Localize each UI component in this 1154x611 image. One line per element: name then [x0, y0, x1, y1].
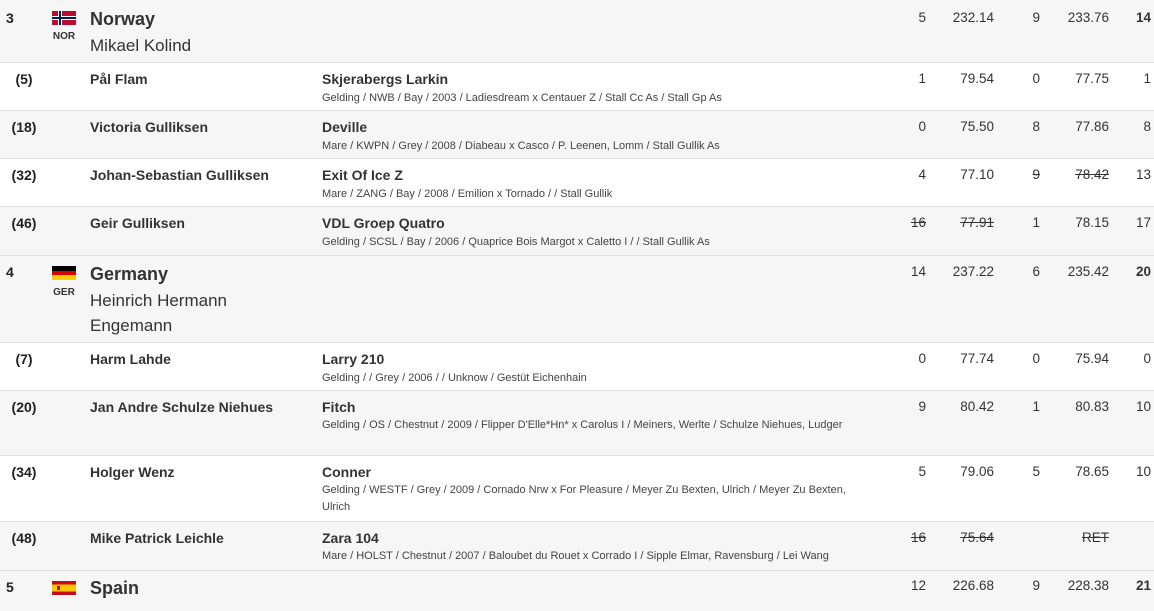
rider-total: 10: [1135, 399, 1151, 414]
rider-score-round2-discarded: 78.42: [1075, 167, 1109, 182]
team-name[interactable]: Norway: [90, 9, 156, 29]
rider-score-round1: 75.50: [960, 119, 994, 134]
rider-total: 0: [1143, 351, 1151, 366]
rider-score-round1: 79.54: [960, 71, 994, 86]
rider-faults-round1: 5: [918, 464, 926, 479]
country-code: GER: [53, 287, 75, 298]
rider-score-round1: 77.74: [960, 351, 994, 366]
horse-details: Mare / ZANG / Bay / 2008 / Emilion x Tornado / / Stall Gullik: [322, 188, 613, 200]
rider-name[interactable]: Victoria Gulliksen: [90, 119, 209, 135]
team-score-round1: 226.68: [952, 578, 994, 593]
horse-name[interactable]: Fitch: [322, 399, 356, 415]
rider-position: (18): [11, 119, 37, 135]
rider-name[interactable]: Jan Andre Schulze Niehues: [90, 399, 274, 415]
horse-name[interactable]: Skjerabergs Larkin: [322, 71, 449, 87]
team-faults-round2: 6: [1032, 264, 1040, 279]
rider-score-round2: 78.65: [1075, 464, 1109, 479]
table-row[interactable]: [0, 159, 1154, 207]
rider-score-round2: 78.15: [1075, 215, 1109, 230]
rider-position: (32): [11, 167, 37, 183]
team-name[interactable]: Germany: [90, 264, 169, 284]
table-row[interactable]: [0, 111, 1154, 159]
country-code: NOR: [52, 31, 76, 42]
table-row[interactable]: [0, 522, 1154, 571]
rider-name[interactable]: Johan-Sebastian Gulliksen: [90, 167, 269, 183]
rider-faults-round2: 0: [1032, 351, 1040, 366]
rider-score-round2: 77.75: [1075, 71, 1109, 86]
chef-name: Heinrich Hermann Engemann: [90, 291, 227, 335]
horse-details: Gelding / NWB / Bay / 2003 / Ladiesdream x Centauer Z / Stall Cc As / Stall Gp As: [322, 92, 722, 104]
team-name[interactable]: Spain: [90, 578, 140, 598]
rider-name[interactable]: Holger Wenz: [90, 464, 175, 480]
rider-name[interactable]: Harm Lahde: [90, 351, 171, 367]
table-row[interactable]: [0, 207, 1154, 256]
rider-faults-round2: 1: [1032, 215, 1040, 230]
horse-name[interactable]: Deville: [322, 119, 368, 135]
team-faults-round2: 9: [1032, 10, 1040, 25]
rider-faults-round1: 1: [918, 71, 926, 86]
rider-score-round1-discarded: 77.91: [960, 215, 994, 230]
rider-faults-round2: 5: [1032, 464, 1040, 479]
horse-details: Gelding / / Grey / 2006 / / Unknow / Gestüt Eichenhain: [322, 372, 587, 384]
team-rank: 5: [6, 579, 14, 595]
team-score-round1: 237.22: [952, 264, 994, 279]
horse-details: Mare / HOLST / Chestnut / 2007 / Baloubet du Rouet x Corrado I / Sipple Elmar, Ravensburg / Lei Wang: [322, 550, 829, 562]
rider-score-round1: 77.10: [960, 167, 994, 182]
horse-name[interactable]: Exit Of Ice Z: [322, 167, 403, 183]
rider-score-round2: 80.83: [1075, 399, 1109, 414]
table-row[interactable]: [0, 391, 1154, 456]
rider-position: (48): [11, 530, 37, 546]
table-row[interactable]: [0, 343, 1154, 391]
team-total: 14: [1135, 10, 1151, 25]
rider-total: 8: [1143, 119, 1151, 134]
horse-details: Gelding / OS / Chestnut / 2009 / Flipper D'Elle*Hn* x Carolus I / Meiners, Werlte / Schulze Niehues, Ludger: [322, 419, 843, 431]
rider-score-round1-discarded: 75.64: [960, 530, 994, 545]
team-rank: 3: [6, 10, 14, 26]
rider-faults-round1: 4: [918, 167, 926, 182]
team-rank: 4: [6, 264, 14, 280]
rider-name[interactable]: Geir Gulliksen: [90, 215, 185, 231]
rider-faults-round1-discarded: 16: [910, 530, 926, 545]
rider-total: 1: [1143, 71, 1151, 86]
team-score-round2: 233.76: [1067, 10, 1109, 25]
team-score-round2: 228.38: [1067, 578, 1109, 593]
team-row-germany[interactable]: [0, 256, 1154, 343]
team-faults-round1: 12: [910, 578, 926, 593]
horse-name[interactable]: VDL Groep Quatro: [322, 215, 445, 231]
horse-name[interactable]: Conner: [322, 464, 371, 480]
rider-position: (7): [15, 351, 33, 367]
rider-score-round1: 79.06: [960, 464, 994, 479]
rider-faults-round2: 8: [1032, 119, 1040, 134]
horse-details: Gelding / SCSL / Bay / 2006 / Quaprice Bois Margot x Caletto I / / Stall Gullik As: [322, 236, 710, 248]
table-row[interactable]: [0, 63, 1154, 111]
rider-total: 17: [1135, 215, 1151, 230]
horse-details: Gelding / WESTF / Grey / 2009 / Cornado Nrw x For Pleasure / Meyer Zu Bexten, Ulrich / Meyer Zu Bexten, Ulrich: [322, 484, 846, 513]
horse-name[interactable]: Zara 104: [322, 530, 379, 546]
rider-faults-round1-discarded: 16: [910, 215, 926, 230]
team-faults-round1: 14: [910, 264, 926, 279]
rider-total: 13: [1135, 167, 1151, 182]
norway-flag-icon: [52, 11, 76, 25]
team-score-round1: 232.14: [952, 10, 994, 25]
germany-flag-icon: [52, 266, 76, 280]
rider-faults-round2-discarded: 9: [1032, 167, 1040, 182]
team-row-norway[interactable]: [0, 0, 1154, 63]
rider-retired-status: RET: [1082, 530, 1109, 545]
rider-faults-round2: 1: [1032, 399, 1040, 414]
rider-score-round1: 80.42: [960, 399, 994, 414]
rider-position: (34): [11, 464, 37, 480]
rider-score-round2: 75.94: [1075, 351, 1109, 366]
team-faults-round2: 9: [1032, 578, 1040, 593]
chef-name: Mikael Kolind: [90, 36, 192, 55]
team-faults-round1: 5: [918, 10, 926, 25]
rider-faults-round2: 0: [1032, 71, 1040, 86]
rider-position: (46): [11, 215, 37, 231]
rider-position: (20): [11, 399, 37, 415]
spain-flag-icon: [52, 581, 76, 595]
team-row-spain[interactable]: [0, 571, 1154, 611]
rider-faults-round1: 9: [918, 399, 926, 414]
team-score-round2: 235.42: [1067, 264, 1109, 279]
rider-score-round2: 77.86: [1075, 119, 1109, 134]
team-total: 21: [1135, 578, 1151, 593]
table-row[interactable]: [0, 456, 1154, 522]
horse-details: Mare / KWPN / Grey / 2008 / Diabeau x Casco / P. Leenen, Lomm / Stall Gullik As: [322, 140, 720, 152]
horse-name[interactable]: Larry 210: [322, 351, 385, 367]
team-total: 20: [1135, 264, 1151, 279]
rider-faults-round1: 0: [918, 351, 926, 366]
rider-name[interactable]: Mike Patrick Leichle: [90, 530, 224, 546]
rider-total: 10: [1135, 464, 1151, 479]
rider-position: (5): [15, 71, 33, 87]
rider-name[interactable]: Pål Flam: [90, 71, 148, 87]
rider-faults-round1: 0: [918, 119, 926, 134]
